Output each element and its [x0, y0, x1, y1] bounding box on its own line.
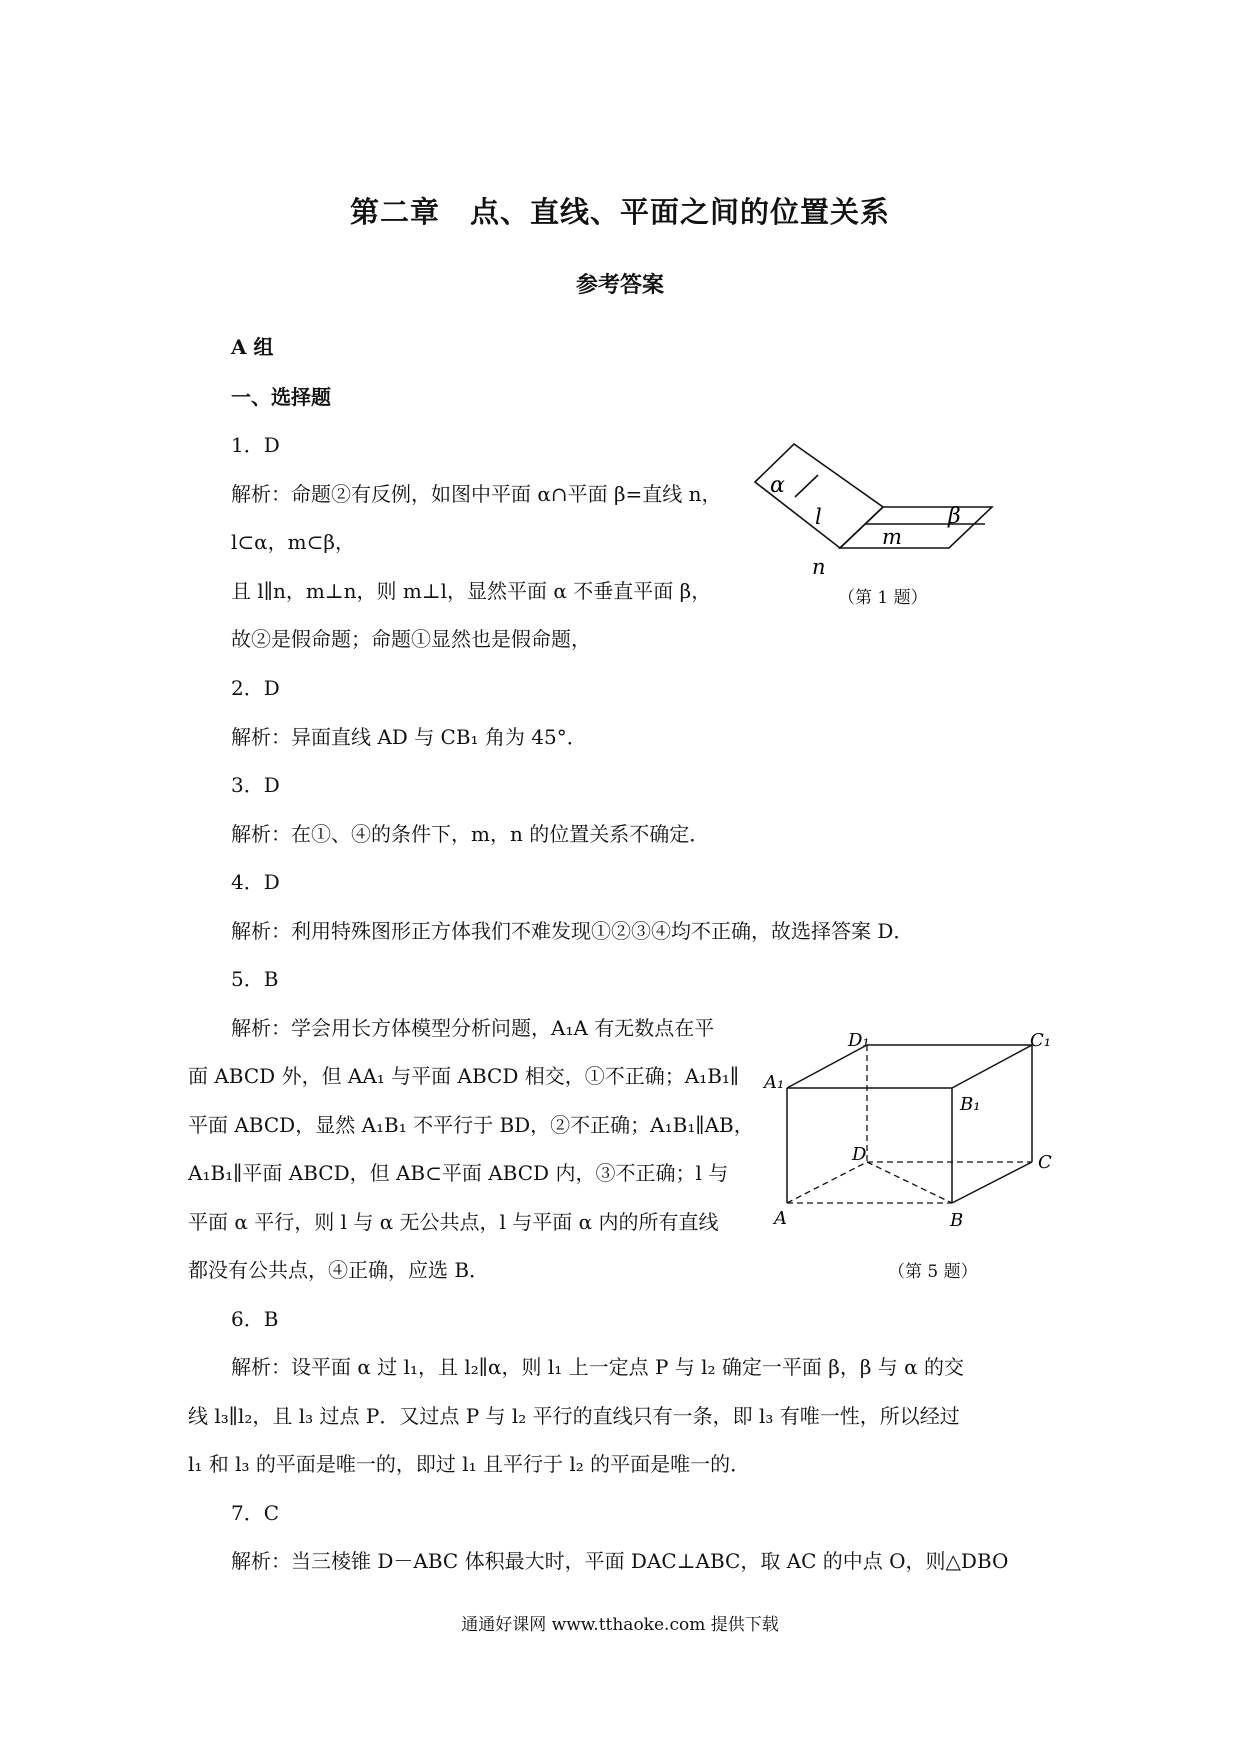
- explanation-line: 平面 ABCD，显然 A₁B₁ 不平行于 BD，②不正确；A₁B₁∥AB，: [188, 1113, 754, 1137]
- figure-1-caption: （第 1 题）: [838, 588, 928, 608]
- explanation-line: 解析：命题②有反例，如图中平面 α∩平面 β=直线 n，: [231, 482, 722, 506]
- explanation-line: 面 ABCD 外，但 AA₁ 与平面 ABCD 相交，①不正确；A₁B₁∥: [188, 1064, 740, 1088]
- section-heading: 一、选择题: [231, 385, 331, 409]
- figure-5-cuboid: [760, 1030, 1070, 1235]
- label-B1: B₁: [960, 1094, 981, 1115]
- label-D1: D₁: [848, 1030, 870, 1051]
- explanation-line: 解析：异面直线 AD 与 CB₁ 角为 45°．: [231, 725, 587, 749]
- explanation-line: 解析：当三棱锥 D－ABC 体积最大时，平面 DAC⊥ABC，取 AC 的中点 O，则△DBO: [231, 1549, 1009, 1573]
- label-B: B: [950, 1210, 964, 1231]
- label-m: m: [882, 525, 902, 549]
- label-D: D: [852, 1144, 867, 1165]
- group-heading: A 组: [231, 335, 274, 359]
- answer-7: 7．C: [231, 1501, 280, 1525]
- answer-4: 4．D: [231, 870, 280, 894]
- plane-beta-shape: [840, 507, 992, 548]
- explanation-line: 解析：学会用长方体模型分析问题，A₁A 有无数点在平: [231, 1016, 715, 1040]
- explanation-line: l₁ 和 l₃ 的平面是唯一的，即过 l₁ 且平行于 l₂ 的平面是唯一的．: [188, 1452, 751, 1476]
- figure-1-planes: [750, 440, 1010, 590]
- explanation-line: 解析：利用特殊图形正方体我们不难发现①②③④均不正确，故选择答案 D．: [231, 919, 914, 943]
- answer-1: 1．D: [231, 433, 280, 457]
- label-l: l: [815, 505, 822, 529]
- explanation-line: 解析：在①、④的条件下，m，n 的位置关系不确定．: [231, 822, 710, 846]
- explanation-line: 线 l₃∥l₂，且 l₃ 过点 P．又过点 P 与 l₂ 平行的直线只有一条，即 l₃ 有唯一性，所以经过: [188, 1404, 960, 1428]
- label-C: C: [1038, 1152, 1052, 1173]
- explanation-line: 解析：设平面 α 过 l₁，且 l₂∥α，则 l₁ 上一定点 P 与 l₂ 确定一平面 β，β 与 α 的交: [231, 1355, 964, 1379]
- line-l: [795, 475, 818, 497]
- answer-5: 5．B: [231, 967, 279, 991]
- page-footer: 通通好课网 www.tthaoke.com 提供下载: [461, 1615, 779, 1635]
- figure-5-caption: （第 5 题）: [888, 1262, 978, 1282]
- label-beta: β: [948, 504, 961, 529]
- explanation-line: l⊂α，m⊂β，: [231, 530, 355, 554]
- answer-subtitle: 参考答案: [575, 272, 664, 298]
- explanation-line: A₁B₁∥平面 ABCD，但 AB⊂平面 ABCD 内，③不正确；l 与: [188, 1161, 729, 1185]
- label-alpha: α: [770, 473, 785, 498]
- explanation-line: 平面 α 平行，则 l 与 α 无公共点，l 与平面 α 内的所有直线: [188, 1210, 719, 1234]
- label-C1: C₁: [1030, 1030, 1051, 1051]
- label-A1: A₁: [764, 1072, 785, 1093]
- answer-2: 2．D: [231, 676, 280, 700]
- chapter-title: 第二章 点、直线、平面之间的位置关系: [349, 195, 890, 229]
- explanation-line: 都没有公共点，④正确，应选 B．: [188, 1258, 490, 1282]
- label-n: n: [812, 555, 826, 579]
- explanation-line: 且 l∥n，m⊥n，则 m⊥l，显然平面 α 不垂直平面 β，: [231, 579, 712, 603]
- label-A: A: [774, 1208, 787, 1229]
- answer-3: 3．D: [231, 773, 280, 797]
- explanation-line: 故②是假命题；命题①显然也是假命题，: [231, 627, 591, 651]
- answer-6: 6．B: [231, 1307, 279, 1331]
